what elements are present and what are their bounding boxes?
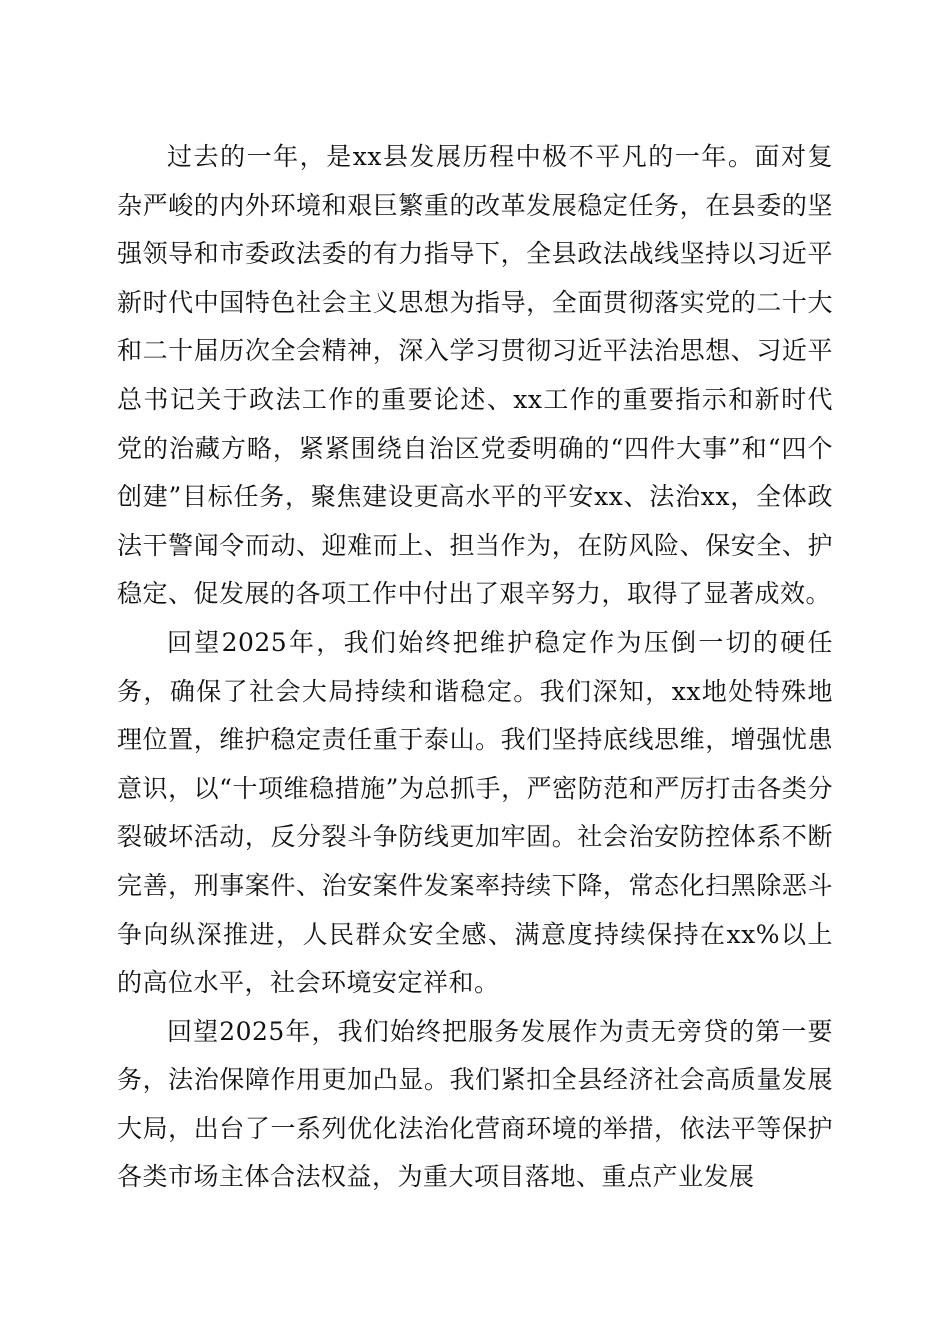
paragraph-stability: 回望2025年，我们始终把维护稳定作为压倒一切的硬任务，确保了社会大局持续和谐稳定。我们深知，xx地处特殊地理位置，维护稳定责任重于泰山。我们坚持底线思维，增强忧患意识，以“十项维稳措施”为总抓手，严密防范和严厉打击各类分裂破坏活动，反分裂斗争防线更加牢固。社会治安防控体系不断完善，刑事案件、治安案件发案率持续下降，常态化扫黑除恶斗争向纵深推进，人民群众安全感、满意度持续保持在xx%以上的高位水平，社会环境安定祥和。: [117, 627, 833, 998]
paragraph-past-year: 过去的一年，是xx县发展历程中极不平凡的一年。面对复杂严峻的内外环境和艰巨繁重的改革发展稳定任务，在县委的坚强领导和市委政法委的有力指导下，全县政法战线坚持以习近平新时代中国特色社会主义思想为指导，全面贯彻落实党的二十大和二十届历次全会精神，深入学习贯彻习近平法治思想、习近平总书记关于政法工作的重要论述、xx工作的重要指示和新时代党的治藏方略，紧紧围绕自治区党委明确的“四件大事”和“四个创建”目标任务，聚焦建设更高水平的平安xx、法治xx，全体政法干警闻令而动、迎难而上、担当作为，在防风险、保安全、护稳定、促发展的各项工作中付出了艰辛努力，取得了显著成效。: [117, 142, 833, 609]
paragraph-development: 回望2025年，我们始终把服务发展作为责无旁贷的第一要务，法治保障作用更加凸显。我们紧扣全县经济社会高质量发展大局，出台了一系列优化法治化营商环境的举措，依法平等保护各类市场主体合法权益，为重大项目落地、重点产业发展: [117, 1016, 833, 1192]
body-text: [117, 133, 833, 1202]
